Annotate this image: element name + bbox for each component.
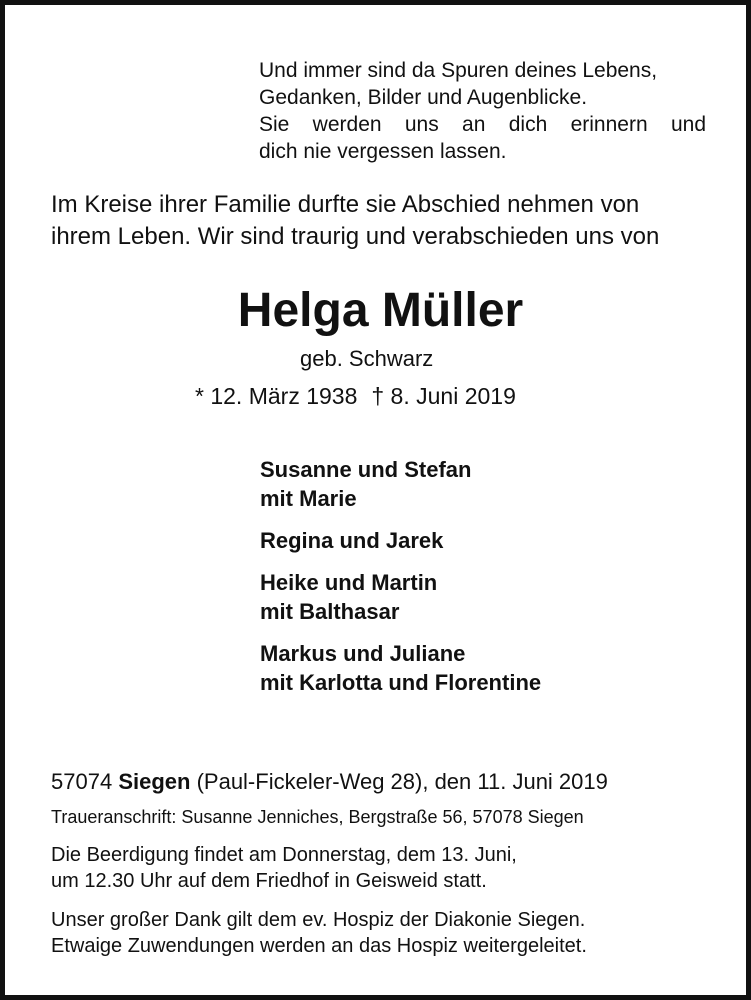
life-dates (195, 381, 516, 411)
family-list (260, 455, 541, 710)
thanks-line: Unser großer Dank gilt dem ev. Hospiz der Diakonie Siegen. (51, 909, 586, 931)
city: Siegen (118, 769, 191, 794)
funeral-line: um 12.30 Uhr auf dem Friedhof in Geisweid statt. (51, 870, 487, 892)
intro-line: ihrem Leben. Wir sind traurig und verabschieden uns von (51, 223, 660, 250)
mourning-address: Traueranschrift: Susanne Jenniches, Bergstraße 56, 57078 Siegen (51, 807, 584, 827)
family-line: Regina und Jarek (260, 528, 444, 553)
family-group (260, 455, 541, 513)
poem-line: Sie werden uns an dich erinnern und (259, 113, 706, 136)
family-line: mit Balthasar (260, 599, 400, 624)
birth-name: geb. Schwarz (300, 346, 434, 371)
family-group (260, 639, 541, 697)
place-and-date (51, 768, 608, 796)
family-line: Markus und Juliane (260, 641, 466, 666)
family-line: Susanne und Stefan (260, 457, 472, 482)
intro-line: Im Kreise ihrer Familie durfte sie Abschied nehmen von (51, 191, 640, 218)
family-line: mit Karlotta und Florentine (260, 670, 542, 695)
poem-line: dich nie vergessen lassen. (259, 140, 507, 163)
thanks-notice (51, 907, 587, 959)
deceased-name: Helga Müller (237, 284, 524, 337)
family-group (260, 526, 541, 555)
postcode: 57074 (51, 769, 113, 794)
birth-date: * 12. März 1938 (195, 383, 358, 409)
poem-line: Gedanken, Bilder und Augenblicke. (259, 86, 588, 109)
intro-text (51, 189, 659, 253)
funeral-line: Die Beerdigung findet am Donnerstag, dem 13. Juni, (51, 844, 517, 866)
poem-line: Und immer sind da Spuren deines Lebens, (259, 59, 658, 82)
funeral-notice (51, 842, 517, 894)
family-line: mit Marie (260, 486, 357, 511)
family-group (260, 568, 541, 626)
thanks-line: Etwaige Zuwendungen werden an das Hospiz weitergeleitet. (51, 935, 587, 957)
family-line: Heike und Martin (260, 570, 438, 595)
death-date: † 8. Juni 2019 (371, 383, 516, 409)
poem (259, 57, 706, 165)
place-date-rest: (Paul-Fickeler-Weg 28), den 11. Juni 2019 (196, 769, 608, 794)
